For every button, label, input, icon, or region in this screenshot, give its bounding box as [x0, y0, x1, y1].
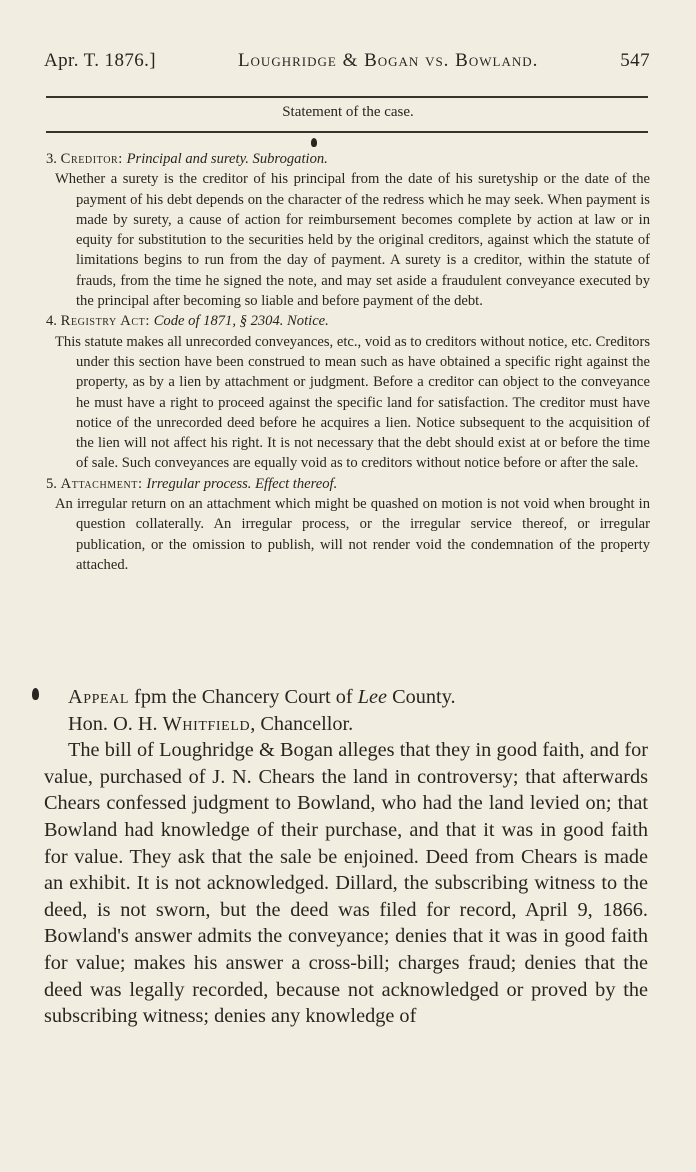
opinion-body: The bill of Loughridge & Bogan alleges that they in good faith, and for value, purchased of J. N. Chears the land in controversy; that afterwards Chears confessed judgment to Bowland, who had the land levied on; that Bowland had knowledge of their purchase, and that it was in good faith for value. They ask that the sale be enjoined. Deed from Chears is made an exhibit. It is not acknowledged. Dillard, the subscribing witness to the deed, is not sworn, but the deed was filed for record, April 9, 1866. Bowland's answer admits the conveyance; denies that it was in good faith for value; makes his answer a cross-bill; charges fraud; denies that the deed was legally recorded, because not acknowledged or proved by the subscribing witness; denies any knowledge of	[44, 739, 648, 1028]
running-head-term: Apr. T. 1876.]	[44, 50, 157, 71]
appeal-lead: Appeal	[68, 686, 130, 708]
running-head-title: Loughridge & Bogan vs. Bowland.	[237, 50, 539, 71]
judge-line	[44, 711, 648, 738]
case-label: Statement of the case.	[282, 104, 414, 120]
county-name: Lee	[357, 686, 388, 708]
judge-prefix: Hon. O. H.	[68, 712, 158, 735]
judge-name: Whitfield	[162, 712, 251, 735]
headnote-number: 3.	[46, 151, 57, 167]
headnote-heading	[46, 149, 650, 169]
appeal-rest: fpm the Chancery Court of	[134, 686, 353, 708]
headnote-subtopics: Irregular process. Effect thereof.	[146, 475, 338, 492]
headnote-4	[46, 311, 650, 473]
headnote-number: 5.	[46, 475, 57, 492]
header-rule-bottom	[46, 131, 648, 133]
headnote-topic: Attachment:	[60, 475, 143, 492]
county-suffix: County.	[392, 686, 456, 708]
headnote-text: This statute makes all unrecorded conveyances, etc., void as to creditors without notice, etc. Creditors under this section have been construed to mean such as have obtained a specific right against the property, as by a lien by attachment or judgment. Before a creditor can object to the conveyance he must have a right to proceed against the specific land for satisfaction. The creditor must have notice of the unrecorded deed before he acquires a lien. Notice subsequent to the acquisition of the lien will not affect his right. It is not necessary that the debt should exist at or before the time of sale. Such conveyances are equally void as to creditors without notice before or after the sale.	[55, 333, 650, 472]
headnote-topic: Registry Act:	[60, 313, 151, 330]
ink-mark	[32, 688, 39, 700]
running-head	[44, 50, 650, 72]
headnote-number: 4.	[46, 313, 57, 330]
judge-suffix: , Chancellor.	[250, 712, 354, 735]
ink-mark	[311, 138, 317, 147]
headnotes	[46, 149, 650, 575]
headnote-subtopics: Code of 1871, § 2304. Notice.	[153, 313, 329, 330]
headnote-text: An irregular return on an attachment which might be quashed on motion is not void when brought in question collaterally. An irregular process, or the irregular service thereof, or irregular publication, or the omission to publish, will not render void the condemnation of the property attached.	[55, 496, 650, 573]
page-number: 547	[620, 50, 650, 71]
headnote-5	[46, 474, 650, 575]
headnote-heading	[46, 311, 650, 331]
headnote-3	[46, 149, 650, 311]
appeal-line	[44, 684, 648, 711]
headnote-topic: Creditor:	[60, 151, 123, 167]
opinion	[44, 684, 648, 1030]
headnote-subtopics: Principal and surety. Subrogation.	[126, 151, 328, 167]
header-rule-top	[46, 96, 648, 98]
headnote-heading	[46, 474, 650, 494]
headnote-text: Whether a surety is the creditor of his principal from the date of his suretyship or the date of the payment of his debt depends on the character of the redress which he may seek. When payment is made by surety, a cause of action for reimbursement becomes complete by action at law or in equity for substitution to the securities held by the original creditors, against which the statute of limitations begins to run from the day of payment. A surety is a creditor, within the statute of frauds, from the time he signed the note, and may set aside a fraudulent conveyance executed by the principal after becoming so liable and before payment of the debt.	[55, 171, 650, 310]
